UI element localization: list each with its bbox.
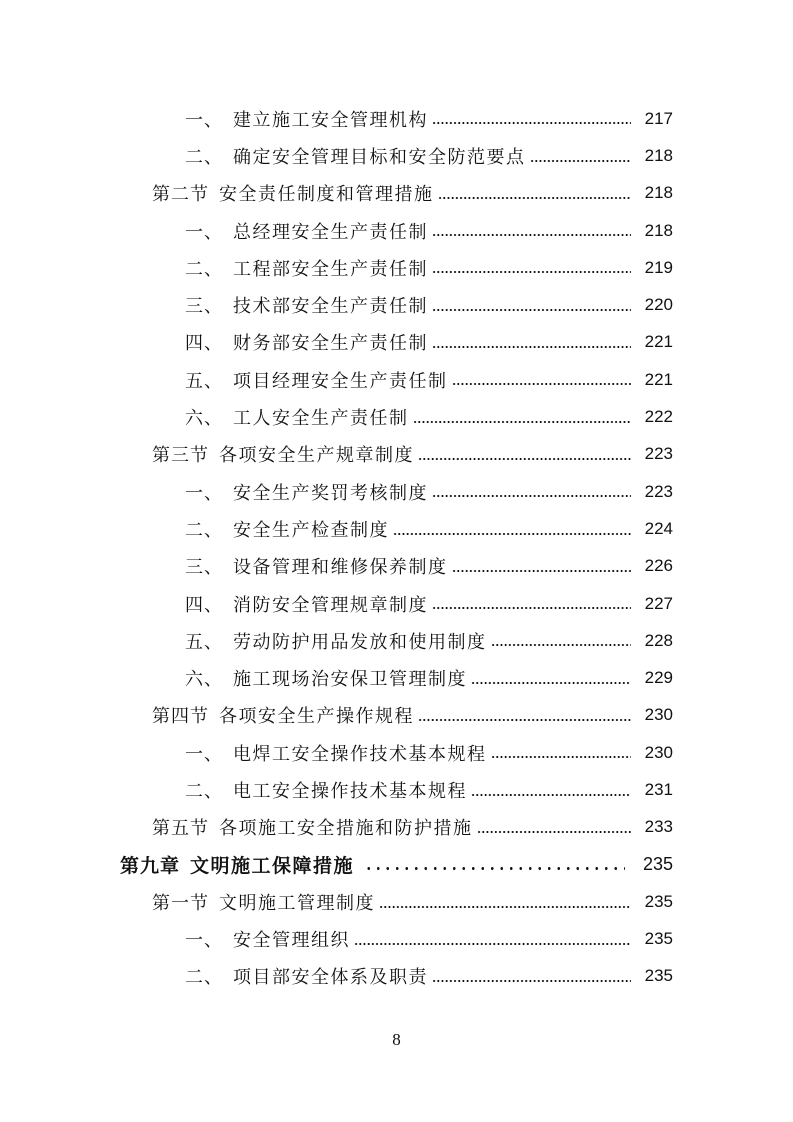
toc-entry-title: 各项安全生产操作规程: [219, 706, 414, 728]
toc-entry-number: 第四节: [152, 706, 209, 728]
toc-entry-page: 235: [644, 929, 673, 949]
toc-entry-page: 227: [644, 593, 673, 613]
dot-leader: [471, 682, 631, 684]
toc-entry-number: 一、: [185, 930, 223, 952]
dot-leader: [432, 271, 631, 273]
toc-entry-number: 六、: [185, 408, 223, 430]
dot-leader: [452, 383, 632, 385]
toc-entry-page: 222: [644, 407, 673, 427]
toc-entry-number: 三、: [185, 557, 223, 579]
toc-entry-title: 项目部安全体系及职责: [233, 967, 428, 989]
toc-entry-number: 二、: [185, 519, 223, 541]
toc-entry-title: 财务部安全生产责任制: [233, 333, 428, 355]
toc-item-row[interactable]: [0, 510, 793, 547]
toc-item-row[interactable]: [0, 286, 793, 323]
toc-entry-number: 第一节: [152, 892, 209, 914]
dot-leader: [354, 943, 631, 945]
toc-item-row[interactable]: [0, 361, 793, 398]
toc-entry-number: 三、: [185, 296, 223, 318]
dot-leader: [491, 644, 632, 646]
toc-entry-page: 231: [644, 779, 673, 799]
toc-entry-number: 五、: [185, 631, 223, 653]
toc-section-row[interactable]: [0, 809, 793, 846]
toc-entry-page: 223: [644, 444, 673, 464]
table-of-contents: [0, 100, 793, 995]
toc-item-row[interactable]: [0, 137, 793, 174]
toc-entry-title: 设备管理和维修保养制度: [233, 557, 448, 579]
toc-item-row[interactable]: [0, 622, 793, 659]
toc-entry-page: 230: [644, 705, 673, 725]
toc-entry-title: 安全管理组织: [233, 930, 350, 952]
toc-entry-page: 217: [644, 108, 673, 128]
dot-leader: [432, 122, 631, 124]
toc-entry-number: 一、: [185, 221, 223, 243]
toc-entry-title: 建立施工安全管理机构: [233, 109, 428, 131]
toc-entry-number: 六、: [185, 669, 223, 691]
toc-entry-number: 五、: [185, 370, 223, 392]
dot-leader: [432, 346, 631, 348]
toc-section-row[interactable]: [0, 883, 793, 920]
toc-entry-title: 各项安全生产规章制度: [219, 445, 414, 467]
toc-entry-page: 235: [642, 854, 673, 875]
dot-leader: [364, 867, 625, 870]
toc-entry-title: 工人安全生产责任制: [233, 408, 409, 430]
toc-item-row[interactable]: [0, 734, 793, 771]
toc-entry-page: 218: [644, 220, 673, 240]
toc-entry-title: 安全生产检查制度: [233, 519, 389, 541]
toc-entry-number: 第三节: [152, 445, 209, 467]
dot-leader: [379, 906, 631, 908]
toc-entry-number: 四、: [185, 333, 223, 355]
toc-entry-page: 224: [644, 518, 673, 538]
dot-leader: [413, 421, 632, 423]
toc-section-row[interactable]: [0, 697, 793, 734]
toc-entry-page: 218: [644, 145, 673, 165]
toc-item-row[interactable]: [0, 921, 793, 958]
dot-leader: [432, 234, 631, 236]
toc-entry-page: 235: [644, 966, 673, 986]
toc-entry-number: 四、: [185, 594, 223, 616]
dot-leader: [432, 607, 631, 609]
dot-leader: [418, 458, 631, 460]
dot-leader: [432, 980, 631, 982]
toc-entry-title: 劳动防护用品发放和使用制度: [233, 631, 487, 653]
toc-entry-page: 221: [644, 332, 673, 352]
dot-leader: [477, 831, 632, 833]
toc-entry-page: 223: [644, 481, 673, 501]
toc-entry-title: 安全责任制度和管理措施: [219, 184, 434, 206]
toc-item-row[interactable]: [0, 958, 793, 995]
toc-item-row[interactable]: [0, 398, 793, 435]
toc-entry-page: 229: [644, 668, 673, 688]
dot-leader: [432, 309, 631, 311]
toc-entry-title: 电焊工安全操作技术基本规程: [233, 743, 487, 765]
toc-item-row[interactable]: [0, 585, 793, 622]
toc-entry-title: 安全生产奖罚考核制度: [233, 482, 428, 504]
toc-chapter-row[interactable]: [0, 846, 793, 883]
toc-item-row[interactable]: [0, 324, 793, 361]
toc-entry-title: 电工安全操作技术基本规程: [233, 780, 467, 802]
toc-entry-number: 第二节: [152, 184, 209, 206]
toc-entry-title: 工程部安全生产责任制: [233, 258, 428, 280]
toc-entry-number: 一、: [185, 109, 223, 131]
toc-item-row[interactable]: [0, 548, 793, 585]
dot-leader: [393, 533, 631, 535]
dot-leader: [471, 794, 631, 796]
toc-entry-page: 228: [644, 630, 673, 650]
toc-entry-number: 第五节: [152, 818, 209, 840]
dot-leader: [438, 197, 632, 199]
dot-leader: [530, 160, 632, 162]
toc-entry-title: 技术部安全生产责任制: [233, 296, 428, 318]
toc-entry-page: 221: [644, 369, 673, 389]
toc-entry-number: 二、: [185, 146, 223, 168]
dot-leader: [418, 719, 631, 721]
toc-section-row[interactable]: [0, 436, 793, 473]
footer-page-number: 8: [392, 1030, 401, 1049]
toc-item-row[interactable]: [0, 100, 793, 137]
toc-entry-page: 218: [644, 183, 673, 203]
toc-entry-page: 219: [644, 257, 673, 277]
toc-entry-number: 第九章: [120, 855, 181, 878]
toc-entry-number: 二、: [185, 258, 223, 280]
toc-item-row[interactable]: [0, 212, 793, 249]
toc-entry-title: 确定安全管理目标和安全防范要点: [233, 146, 526, 168]
toc-entry-page: 235: [644, 891, 673, 911]
toc-entry-title: 各项施工安全措施和防护措施: [219, 818, 473, 840]
toc-item-row[interactable]: [0, 659, 793, 696]
toc-item-row[interactable]: [0, 249, 793, 286]
toc-entry-title: 文明施工管理制度: [219, 892, 375, 914]
toc-entry-page: 226: [644, 556, 673, 576]
toc-entry-number: 一、: [185, 482, 223, 504]
toc-item-row[interactable]: [0, 473, 793, 510]
dot-leader: [452, 570, 632, 572]
toc-entry-number: 二、: [185, 780, 223, 802]
toc-entry-number: 二、: [185, 967, 223, 989]
toc-entry-page: 220: [644, 295, 673, 315]
dot-leader: [491, 756, 632, 758]
toc-section-row[interactable]: [0, 175, 793, 212]
toc-entry-title: 总经理安全生产责任制: [233, 221, 428, 243]
toc-entry-page: 230: [644, 742, 673, 762]
toc-entry-title: 施工现场治安保卫管理制度: [233, 669, 467, 691]
toc-entry-title: 项目经理安全生产责任制: [233, 370, 448, 392]
toc-entry-page: 233: [644, 817, 673, 837]
toc-entry-number: 一、: [185, 743, 223, 765]
toc-entry-title: 文明施工保障措施: [190, 855, 355, 878]
toc-entry-title: 消防安全管理规章制度: [233, 594, 428, 616]
dot-leader: [432, 495, 631, 497]
toc-item-row[interactable]: [0, 771, 793, 808]
